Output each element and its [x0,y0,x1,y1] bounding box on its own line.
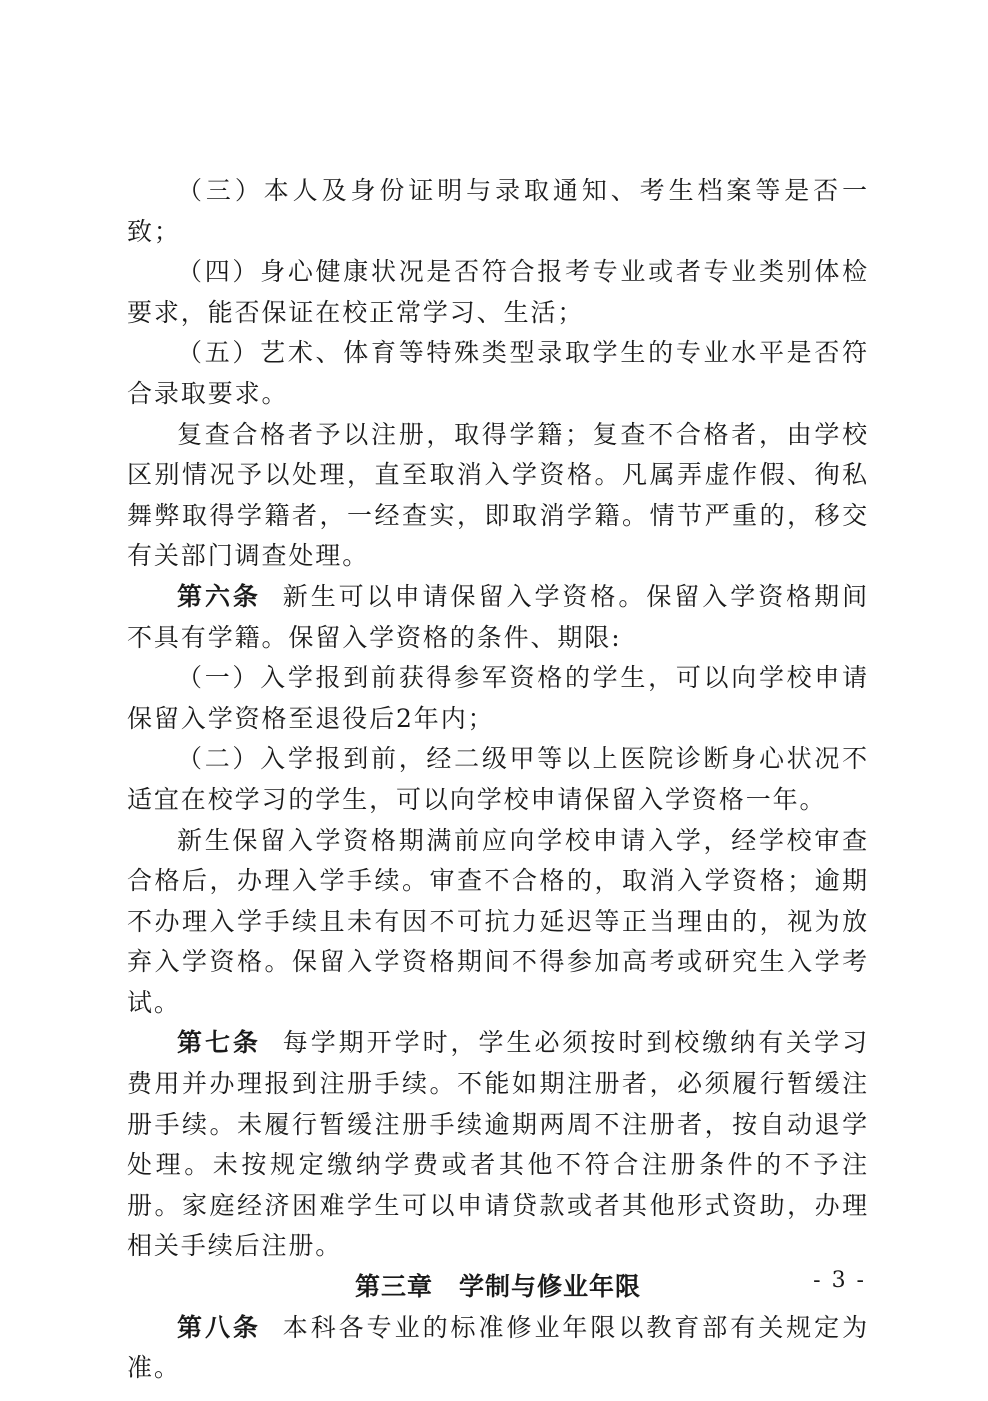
clause-3: （三）本人及身份证明与录取通知、考生档案等是否一致； [127,176,869,246]
article-8 [127,1308,869,1389]
retention-expiry-paragraph: 新生保留入学资格期满前应向学校申请入学，经学校审查合格后，办理入学手续。审查不合格的，取消入学资格；逾期不办理入学手续且未有因不可抗力延迟等正当理由的，视为放弃入学资格。保留入学资格期间不得参加高考或研究生入学考试。 [127,825,869,1017]
article-6-label: 第六条 [177,581,261,611]
page-number: - 3 - [813,1268,866,1293]
review-result-paragraph: 复查合格者予以注册，取得学籍；复查不合格者，由学校区别情况予以处理，直至取消入学资格。凡属弄虚作假、徇私舞弊取得学籍者，一经查实，即取消学籍。情节严重的，移交有关部门调查处理。 [127,419,869,571]
article-8-text: 本科各专业的标准修业年限以教育部有关规定为准。 [127,1312,870,1383]
article-6-text: 新生可以申请保留入学资格。保留入学资格期间不具有学籍。保留入学资格的条件、期限: [127,581,870,652]
article-6-clause-1: （一）入学报到前获得参军资格的学生，可以向学校申请保留入学资格至退役后2年内； [127,663,869,733]
article-7-label: 第七条 [177,1028,261,1058]
article-6-clause-2: （二）入学报到前，经二级甲等以上医院诊断身心状况不适宜在校学习的学生，可以向学校申请保留入学资格一年。 [127,744,869,814]
article-8-label: 第八条 [177,1312,261,1342]
article-7-text: 每学期开学时，学生必须按时到校缴纳有关学习费用并办理报到注册手续。不能如期注册者，必须履行暂缓注册手续。未履行暂缓注册手续逾期两周不注册者，按自动退学处理。未按规定缴纳学费或者其他不符合注册条件的不予注册。家庭经济困难学生可以申请贷款或者其他形式资助，办理相关手续后注册。 [127,1028,870,1261]
article-6 [127,577,869,658]
clause-4: （四）身心健康状况是否符合报考专业或者专业类别体检要求，能否保证在校正常学习、生活； [127,257,869,327]
document-body [127,171,869,1389]
chapter-heading: 第三章 学制与修业年限 [354,1272,641,1302]
article-7 [127,1023,869,1267]
clause-5: （五）艺术、体育等特殊类型录取学生的专业水平是否符合录取要求。 [127,338,869,408]
